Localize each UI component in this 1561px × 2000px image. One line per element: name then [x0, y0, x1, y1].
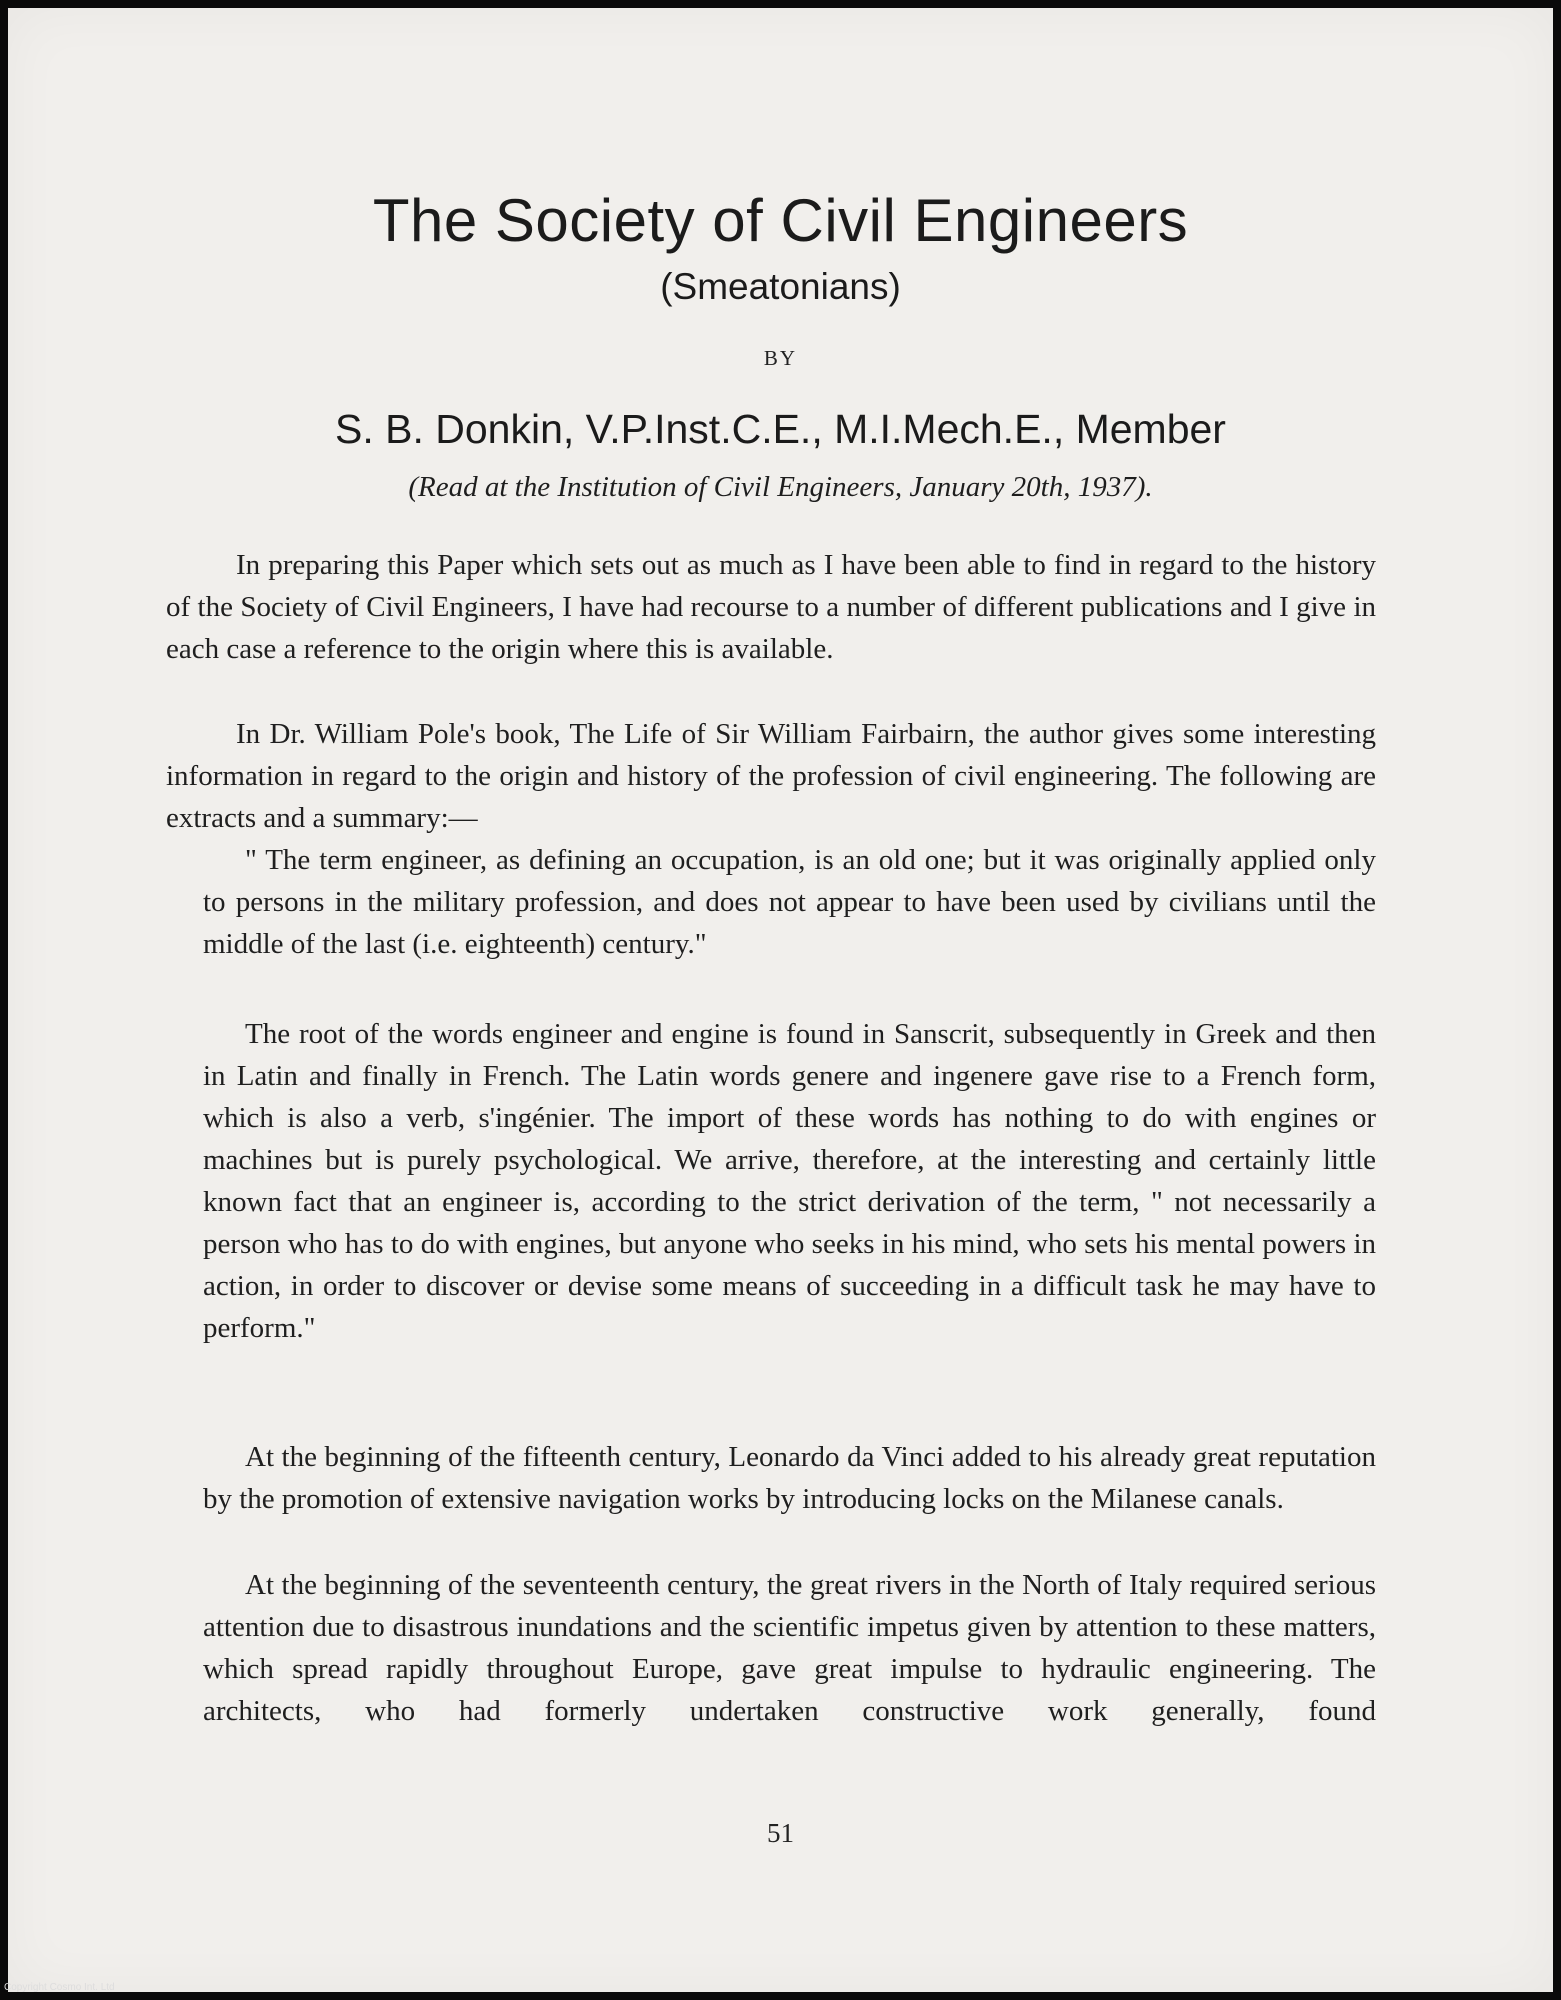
- paragraph-2: In Dr. William Pole's book, The Life of Sir William Fairbairn, the author gives some interesting information in regard to the origin and history of the profession of civil engineering. The following are extracts and a summary:—: [166, 718, 1376, 834]
- read-at-note: (Read at the Institution of Civil Engineers, January 20th, 1937).: [408, 471, 1153, 503]
- author-name: S. B. Donkin, V.P.Inst.C.E., M.I.Mech.E., Member: [335, 406, 1226, 452]
- subtitle: (Smeatonians): [660, 266, 901, 307]
- copyright-notice: Copyright Cosmo Int. Ltd: [4, 1982, 115, 1993]
- paragraph-1: In preparing this Paper which sets out as much as I have been able to find in regard to the history of the Society of Civil Engineers, I have had recourse to a number of different publications and I give in each case a reference to the origin where this is available.: [166, 549, 1376, 665]
- byline-label: BY: [763, 346, 798, 370]
- page-number: 51: [767, 1818, 794, 1848]
- paragraph-seventeenth-century: At the beginning of the seventeenth century, the great rivers in the North of Italy required serious attention due to disastrous inundations and the scientific impetus given by attention to these matters, which spread rapidly throughout Europe, gave great impulse to hydraulic engineering. The architects, who had formerly undertaken constructive work generally, found: [203, 1569, 1376, 1727]
- paragraph-root-words: The root of the words engineer and engine is found in Sanscrit, subsequently in Greek and then in Latin and finally in French. The Latin words genere and ingenere gave rise to a French form, which is also a verb, s'ingénier. The import of these words has nothing to do with engines or machines but is purely psychological. We arrive, therefore, at the interesting and certainly little known fact that an engineer is, according to the strict derivation of the term, " not necessarily a person who has to do with engines, but anyone who seeks in his mind, who sets his mental powers in action, in order to discover or devise some means of succeeding in a difficult task he may have to perform.": [203, 1018, 1376, 1344]
- document-page: [8, 8, 1553, 1992]
- page-title: The Society of Civil Engineers: [372, 187, 1189, 254]
- quote-paragraph: " The term engineer, as defining an occupation, is an old one; but it was originally applied only to persons in the military profession, and does not appear to have been used by civilians until the middle of the last (i.e. eighteenth) century.": [203, 844, 1376, 960]
- paragraph-leonardo: At the beginning of the fifteenth century, Leonardo da Vinci added to his already great reputation by the promotion of extensive navigation works by introducing locks on the Milanese canals.: [203, 1441, 1376, 1515]
